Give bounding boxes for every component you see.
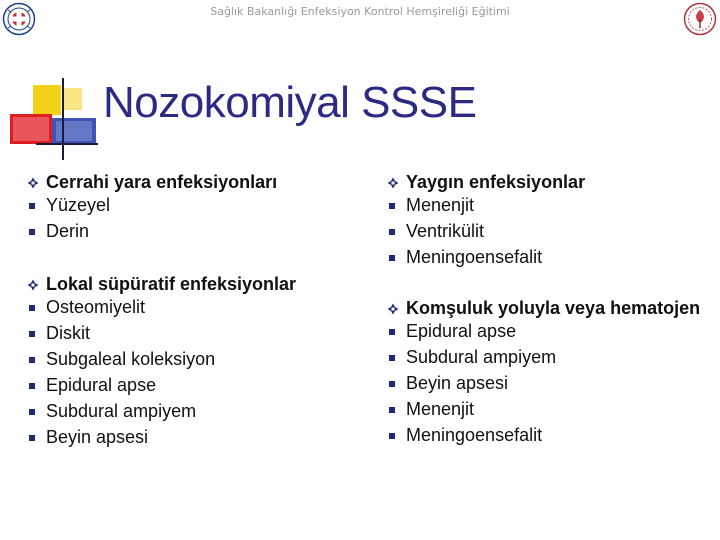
square-bullet-icon: [389, 433, 395, 439]
right-column: [386, 172, 716, 448]
list-item-text: Subdural ampiyem: [406, 347, 557, 367]
bullet-group: [26, 274, 366, 450]
list-item: [26, 192, 366, 218]
square-bullet-icon: [389, 407, 395, 413]
list-item-text: Osteomiyelit: [46, 297, 146, 317]
list-item-text: Yüzeyel: [46, 195, 111, 215]
square-bullet-icon: [29, 435, 35, 441]
square-bullet-icon: [389, 203, 395, 209]
square-bullet-icon: [389, 329, 395, 335]
bullet-group: [386, 172, 716, 270]
square-bullet-icon: [389, 355, 395, 361]
list-item: [26, 294, 366, 320]
group-heading: [386, 172, 716, 192]
group-heading-text: Lokal süpüratif enfeksiyonlar: [46, 274, 297, 294]
list-item: [26, 372, 366, 398]
list-item-text: Epidural apse: [406, 321, 517, 341]
group-heading-text: Komşuluk yoluyla veya hematojen: [406, 298, 701, 318]
diamond-bullet-icon: [386, 172, 400, 192]
diamond-bullet-icon: [26, 172, 40, 192]
list-item: [386, 422, 716, 448]
list-item: [386, 370, 716, 396]
title-decoration: [0, 0, 110, 165]
list-item: [26, 320, 366, 346]
list-item: [386, 244, 716, 270]
square-bullet-icon: [29, 409, 35, 415]
square-bullet-icon: [389, 229, 395, 235]
list-item: [26, 398, 366, 424]
square-bullet-icon: [29, 203, 35, 209]
list-item: [386, 396, 716, 422]
bullet-group: [386, 298, 716, 448]
list-item: [26, 346, 366, 372]
list-item: [386, 218, 716, 244]
square-bullet-icon: [29, 383, 35, 389]
square-bullet-icon: [29, 305, 35, 311]
square-bullet-icon: [389, 255, 395, 261]
diamond-bullet-icon: [386, 298, 400, 318]
list-item-text: Subgaleal koleksiyon: [46, 349, 216, 369]
list-item-text: Menenjit: [406, 399, 475, 419]
square-bullet-icon: [29, 229, 35, 235]
list-item: [386, 344, 716, 370]
list-item-text: Diskit: [46, 323, 90, 343]
slide-header: Sağlık Bakanlığı Enfeksiyon Kontrol Hemşireliği Eğitimi: [210, 5, 510, 18]
list-item: [386, 192, 716, 218]
list-item-text: Beyin apsesi: [406, 373, 509, 393]
list-item-text: Menenjit: [406, 195, 475, 215]
left-column: [26, 172, 366, 450]
list-item-text: Beyin apsesi: [46, 427, 149, 447]
group-heading: [386, 298, 716, 318]
list-item-text: Meningoensefalit: [406, 247, 543, 267]
square-bullet-icon: [29, 331, 35, 337]
bullet-group: [26, 172, 366, 244]
list-item: [386, 318, 716, 344]
list-item-text: Epidural apse: [46, 375, 157, 395]
square-bullet-icon: [389, 381, 395, 387]
list-item-text: Derin: [46, 221, 90, 241]
group-heading-text: Yaygın enfeksiyonlar: [406, 172, 586, 192]
square-bullet-icon: [29, 357, 35, 363]
group-heading: [26, 172, 366, 192]
list-item: [26, 218, 366, 244]
group-heading: [26, 274, 366, 294]
hospital-emblem-icon: [683, 2, 717, 36]
list-item-text: Ventrikülit: [406, 221, 485, 241]
list-item-text: Meningoensefalit: [406, 425, 543, 445]
group-heading-text: Cerrahi yara enfeksiyonları: [46, 172, 278, 192]
list-item: [26, 424, 366, 450]
diamond-bullet-icon: [26, 274, 40, 294]
list-item-text: Subdural ampiyem: [46, 401, 197, 421]
slide-title: Nozokomiyal SSSE: [103, 78, 477, 127]
